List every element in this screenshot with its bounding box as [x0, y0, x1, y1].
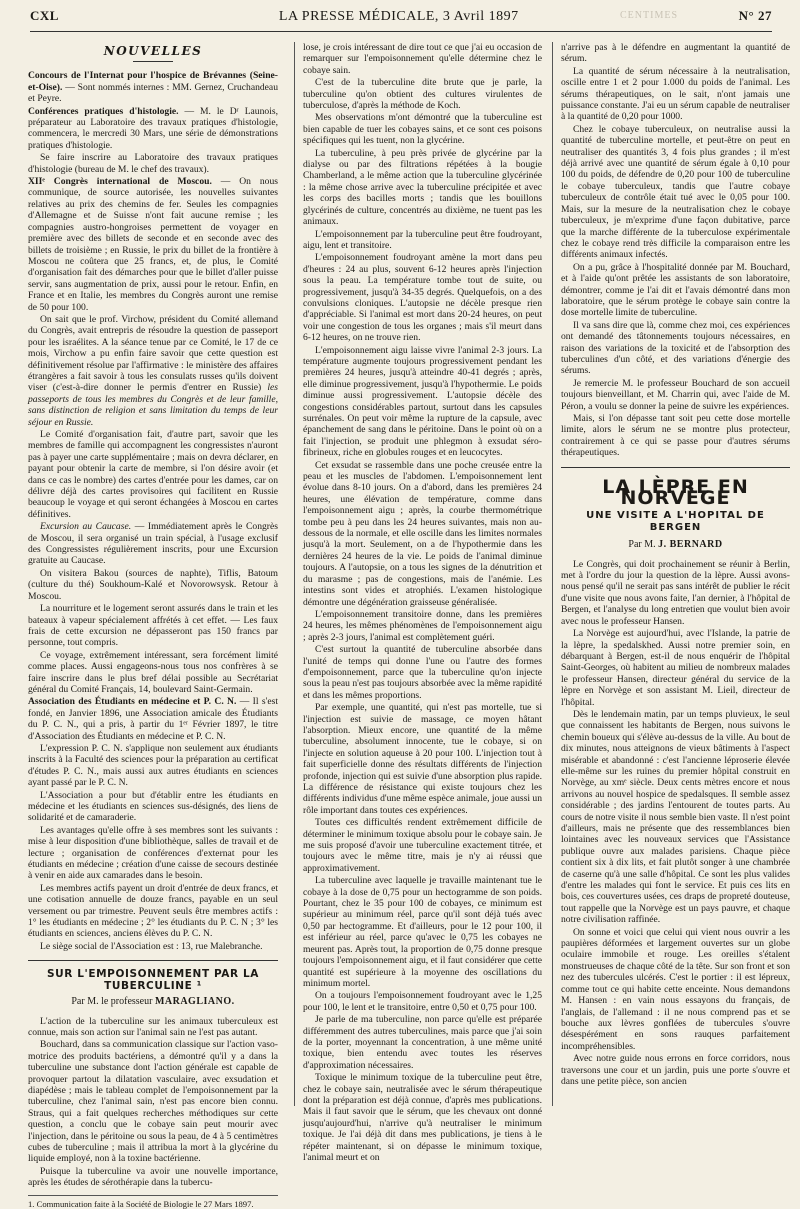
article-paragraph: On a toujours l'empoisonnement foudroyant avec le 1,25 pour 100, le lent et le transitoire, entre 0,50 et 0,75 pour 100.	[303, 990, 542, 1013]
article-paragraph: n'arrive pas à le défendre en augmentant la quantité de sérum.	[561, 42, 790, 65]
news-paragraph: Les membres actifs payent un droit d'entrée de deux francs, et une cotisation annuelle de douze francs, payable en un seul versement ou par trimestre. Peuvent seuls être membres actifs : 1° les étudiants en médecine ; 2° les étudiants du P. C. N ; 3° les étudiants en sciences, anciens élèves du P. C. N.	[28, 882, 278, 940]
article-paragraph: Dès le lendemain matin, par un temps pluvieux, le seul que connaissent les habitants de Bergen, nous suivons le chemin boueux qui s'élève au-dessus de la ville. Au bout de dix minutes, nous atteignons de vieux bâtiments à l'aspect misérable et abandonné : c'est l'ancienne léproserie élevée elle-même sur les ruines du premier hôpital construit en Norvège, au xmᵉ siècle. Deux cents mètres encore et nous arrivons au nouvel hospice de spedalsques. Il semble assez considérable ; des jardins l'entourent de toutes parts. Au cours de notre visite il nous semble bien vaste. Il n'est point d'ailleurs, mais ne présente que des ressemblances bien lointaines avec les nouveaux services que l'Assistance publique ouvre aux malades parisiens. Chaque pièce contient six à dix lits, et fait plutôt songer à une chambrée de caserne qu'à une salle d'hôpital. Ce sont les plus valides d'entre les malades qui font le service. Et puis ces lits en bois, ces couvertures usées, ces draps de propreté douteuse, tout rappelle que la Norvège est un pays pauvre, et chaque notre civilisation raffinée.	[561, 708, 790, 926]
article-paragraph: Le Congrès, qui doit prochainement se réunir à Berlin, met à l'ordre du jour la question de la lèpre. Aussi avons-nous pensé qu'il ne serait pas sans intérêt de publier le récit d'une visite que nous avons faite, l'an dernier, à l'hôpital de Bergen, et l'analyse du long entretien que voulut bien avoir avec nous le professeur Hansen.	[561, 558, 790, 627]
article-byline	[561, 539, 790, 550]
news-paragraph: On visitera Bakou (sources de naphte), Tiflis, Batoum (culture du thé) Soukhoum-Kalé et Novorowsysk. Retour à Moscou.	[28, 567, 278, 602]
article-paragraph: L'empoisonnement aigu laisse vivre l'animal 2-3 jours. La température augmente toujours progressivement pendant les premières 24 heures, jusqu'à atteindre 40-41 degrés ; après, elle diminue progressivement, jusqu'à l'hypothermie. Le poids diminue aussi progressivement. L'autopsie décèle des congestions considérables partout, surtout dans les capsules surrénales. On peut voir même la rupture de la capsule, avec épanchement de sang dans le péritoine. Dans le point où on a fait l'injection, se produit une phlegmon à exsudat séro-fibrineux, riche en globules rouges et en leucocytes.	[303, 344, 542, 459]
article-paragraph: Mes observations m'ont démontré que la tuberculine est bien capable de tuer les cobayes sains, et ce sont ces poisons spécifiques qui les tuent, non la glycérine.	[303, 112, 542, 147]
byline-prefix: Par M. le professeur	[71, 996, 155, 1008]
byline-prefix: Par M.	[628, 539, 659, 551]
news-paragraph: Le siège social de l'Association est : 13, rue Malebranche.	[40, 940, 263, 952]
article-paragraph: L'empoisonnement par la tuberculine peut être foudroyant, aigu, lent et transitoire.	[303, 228, 542, 251]
news-subtitle: Excursion au Caucase.	[40, 521, 132, 533]
news-paragraph	[28, 521, 278, 567]
section-title-nouvelles: NOUVELLES	[28, 46, 278, 62]
article-paragraph: Avec notre guide nous errons en force corridors, nous traversons une cour et un jardin, puis une porte s'ouvre et dans une petite pièce, son ancien	[561, 1053, 790, 1087]
section-divider	[561, 467, 790, 468]
article-subtitle: UNE VISITE A L'HOPITAL DE BERGEN	[586, 510, 765, 533]
article-paragraph: On sonne et voici que celui qui vient nous ouvrir a les paupières déformées et largement ouvertes sur un globe oculaire immobile et rouge. Les oreilles s'étalent monstrueuses de chaque côté de la tête. Sur son front et son nez des tubercules ulcérés. C'est le portier : il est lépreux, comme tout ce qui habite cette enceinte. Nous demandons M. Hansen : en vain nous essayons du français, de l'anglais, de l'allemand : il ne nous comprend pas et se bouche aux lèvres gonflées de tubercules s'ouvre désespérément en sons rauques parfaitement incompréhensibles.	[561, 926, 790, 1052]
article-paragraph: La quantité de sérum nécessaire à la neutralisation, oscille entre 1 et 2 pour 1.000 du poids de l'animal. Les sérums thérapeutiques, on le sait, n'ont jamais une puissance constante. J'ai eu un sérum capable de neutraliser à la quantité de 0,20 pour 1000.	[561, 65, 790, 123]
page-number: CXL	[30, 8, 59, 23]
article-paragraph: Par exemple, une quantité, qui n'est pas mortelle, tue si l'injection est suivie de massage, ce moyen hâtant l'absorption. Mieux encore, une quantité de la même tuberculine, absolument innocente, tue le cobaye, si on l'injecte en solution aqueuse à 20 pour 100. L'injection tout à fait superficielle donne des résultats différents de l'injection profonde, injection qui est suivie d'une absorption plus rapide. La différence de résistance qui existe toujours chez les différents individus d'une même espèce animale, joue aussi un rôle important dans toutes ces expériences.	[303, 702, 542, 816]
news-paragraph: L'Association a pour but d'établir entre les étudiants en médecine et les étudiants en sciences sus-désignés, des liens de solidarité et de camaraderie.	[28, 789, 278, 824]
article-paragraph: Puisque la tuberculine va avoir une nouvelle importance, après les études de sérothérapie dans la tubercu-	[28, 1165, 278, 1189]
article-paragraph: On a pu, grâce à l'hospitalité donnée par M. Bouchard, et à l'aide qu'ont prêtée les assistants de son laboratoire, démontrer, comme je l'ai dit et l'avais démontré dans mon laboratoire, que le sérum protège le cobaye sain contre la dose mortelle limite de tuberculine.	[561, 261, 790, 319]
journal-title: LA PRESSE MÉDICALE, 3 Avril 1897	[278, 9, 519, 24]
article-paragraph: La tuberculine, à peu près privée de glycérine par la dialyse ou par des filtrations répétées à la bougie Chamberland, a le même action que la tuberculine glycérinée : la même chose arrive avec la tuberculine précipitée et avec les corps des bacilles morts ; tandis que les bouillons glycérinés de culture, concentrés au dixième, ne tuent pas les animaux.	[303, 147, 542, 228]
news-text-italic: les passeports de tous les membres du Congrès et de leur famille, sans distinction de religion et sans limitation du temps de leur séjour en Russie.	[28, 382, 279, 428]
article-paragraph: L'empoisonnement foudroyant amène la mort dans peu d'heures : 24 au plus, souvent 6-12 heures après l'injection sous la peau. La température tombe tout de suite, ou progressivement, jusqu'à 34-35 degrés. Quelquefois, on a des convulsions cloniques. L'autopsie ne décèle presque rien d'appréciable. Si l'animal est mort dans 20-24 heures, on peut voir une congestion de tous les organes ; mais s'il meurt dans 6-12 heures, on ne trouve rien.	[303, 252, 542, 344]
news-title: Conférences pratiques d'histologie.	[28, 105, 179, 117]
footnote: 1. Communication faite à la Société de Biologie le 27 Mars 1897.	[28, 1195, 278, 1209]
news-text: — M. le Dʳ Launois, préparateur au Laboratoire des travaux pratiques d'histologie, commencera, le mercredi 30 Mars, une série de démonstrations pratiques d'histologie.	[28, 105, 278, 151]
column-left	[28, 42, 279, 1209]
article-paragraph: Cet exsudat se rassemble dans une poche creusée entre la peau et les muscles de l'abdomen. L'empoisonnement lent évolue dans 8-10 jours. On a d'abord, dans les premières 24 heures, une élévation de température, comme dans l'empoisonnement aigu ; après, la courbe thermométrique tombe peu à peu dans les 24 heures suivantes, mais non au-dessous de la normale, et elle oscille dans les limites normales jusqu'à la mort. Seulement, on a de l'hypothermie dans les dernières 24 heures de la vie. Le poids de l'animal diminue toujours. A l'autopsie, on a tous les signes de la dénutrition et du marasme ; pas de congestions, mais de l'anémie. Les intestins sont vides et atrophiés. L'examen histologique démontre une dégénération graisseuse généralisée.	[303, 459, 542, 608]
article-paragraph: Toxique le minimum toxique de la tuberculine peut être, chez le cobaye sain, neutralisée avec le sérum thérapeutique dont la préparation est déjà connue, d'après mes publications. Mais il faut savoir que le sérum, que les chevaux ont donné jusqu'aujourd'hui, n'arrive qu'à neutraliser le minimum toxique. Je l'ai déjà dit dans mes publications, je tiens à le répéter maintenant, si on dépasse le minimum toxique, l'animal meurt et on	[303, 1072, 542, 1163]
article-title-tuberculine: SUR L'EMPOISONNEMENT PAR LA TUBERCULINE ¹	[47, 968, 259, 992]
article-paragraph: Toutes ces difficultés rendent extrêmement difficile de déterminer le minimum toxique absolu pour le cobaye sain. Je me suis proposé d'avoir une tuberculine exactement titrée, et toujours avec le même titre, mais je n'y ai réussi que approximativement.	[303, 817, 542, 874]
article-paragraph: La Norvège est aujourd'hui, avec l'Islande, la patrie de la lèpre, la spedalskhed. Aussi notre premier soin, en débarquant à Bergen, est-il de nous enquérir de l'hôpital Saint-Georges, où habitent au milieu de nombreux malades le professeur Hansen, directeur général du service de la lèpre en Norvège et son assistant M. Lieil, directeur de l'hôpital.	[561, 628, 790, 708]
article-paragraph: La tuberculine avec laquelle je travaille maintenant tue le cobaye à la dose de 0,75 pour un hectogramme de son poids. Pourtant, chez le 35 pour 100 de cobayes, ce minimum est supérieur au minimum réel, parce qu'il sont déjà tués avec 0,50 par hectogramme. Et d'ailleurs, pour le 12 pour 100, il est inférieur au réel, parce qu'avec le 0,75 les cobayes ne meurent pas. Après tout, la proportion de 0,75 donne presque toujours l'empoisonnement aigu, et il faut considérer que cette quantité est supérieure à la moyenne des oscillations du minimum mortel.	[303, 875, 542, 989]
news-paragraph: Ce voyage, extrêmement intéressant, sera forcément limité comme places. Aussi engageons-nous tous nos confrères à se faire inscrire dans le plus bref délai possible au Secrétariat général du Comité Français, 14, boulevard Saint-Germain.	[28, 649, 278, 695]
news-paragraph: L'expression P. C. N. s'applique non seulement aux étudiants inscrits à la Faculté des sciences pour la préparation au certificat d'études P. C. N., mais aussi aux autres étudiants en sciences ayant passé par le P. C. N.	[28, 742, 278, 789]
bleed-through-text: CENTIMES	[620, 10, 678, 21]
article-paragraph: L'action de la tuberculine sur les animaux tuberculeux est connue, mais son action sur l'animal sain ne l'est pas autant.	[28, 1015, 278, 1038]
article-paragraph: Mais, si l'on dépasse tant soit peu cette dose mortelle limite, alors le sérum ne se montre plus protecteur, contrairement à ce qui se passe pour d'autres sérums thérapeutiques.	[561, 413, 790, 459]
column-middle	[294, 42, 542, 1163]
news-text: — On nous communique, de source autorisée, les nouvelles suivantes relatives au prix des chemins de fer. Seules les compagnies d'Allemagne et de Suisse n'ont fait aucune remise ; les compagnies austro-hongroises permettent de voyager en première avec des billets de seconde et en seconde avec des billets de troisième ; en Russie, le prix du billet de la frontière à Moscou ne coûtera que 25 francs, et, de plus, le Comité d'organisation fait des démarches pour que le billet d'aller puisse servir, sans augmentation de prix, aussi pour le retour. Enfin, en France et en Italie, les membres du Congrès auront une remise de 50 pour 100.	[28, 176, 278, 313]
news-text: On sait que le prof. Virchow, président du Comité allemand du Congrès, avait entrepris de résoudre la question de passeport pour les israélites. A la séance tenue par ce Comité, le 17 de ce mois, Virchow a pu enfin faire savoir que cette question est définitivement résolue par l'affirmative : le ministère des affaires étrangères a fait savoir à tous les consulats russes qu'ils doivent viser (c'est-à-dire donner le permis d'entrer en Russie)	[28, 313, 278, 394]
news-paragraph: Les avantages qu'elle offre à ses membres sont les suivants : mise à leur disposition d'une bibliothèque, salles de travail et de lecture ; organisation de conférences d'externat pour les étudiants en médecine ; création d'une caisse de secours destinée à venir en aide aux camarades dans le besoin.	[28, 824, 278, 882]
news-paragraph	[28, 314, 278, 428]
article-paragraph: C'est de la tuberculine dite brute que je parle, la tuberculine qu'on obtient des cultures virulentes de tuberculose, d'après la méthode de Koch.	[303, 77, 542, 112]
news-text: — Il s'est fondé, en Janvier 1896, une Association amicale des Étudiants du P. C. N., qui a pris, à partir du 1ᵉʳ Février 1897, le titre d'Association des Étudiants en médecine et P. C. N.	[28, 696, 278, 742]
article-paragraph: Bouchard, dans sa communication classique sur l'action vaso-motrice des produits bactériens, a démontré qu'il y a dans la tuberculine une substance dont l'action générale est capable de provoquer partout la dilatation vasculaire, avec exsudation et diapédèse ; mais le tableau complet de l'empoisonnement par la tuberculine, chez l'animal sain, n'est pas encore bien connu. Straus, qui a fait quelques recherches méthodiques sur cette question, a conclu que le cobaye sain peut mourir avec l'injection, dans le péritoine ou sous la peau, de 4 à 5 centimètres cubes de tuberculine ; mais il attribua la mort à la glycérine du liquide employé, non à la toxine bactérienne.	[28, 1039, 278, 1165]
column-right	[552, 42, 790, 1106]
article-paragraph: Je remercie M. le professeur Bouchard de son accueil toujours bienveillant, et M. Charrin qui, avec l'aide de M. Péron, a voulu se donner la peine de suivre les expériences.	[561, 377, 790, 412]
news-item-congres	[28, 176, 278, 313]
news-paragraph: Le Comité d'organisation fait, d'autre part, savoir que les membres de famille qui accompagnent les congressistes n'auront pas à payer une carte supplémentaire ; mais on devra déclarer, en payant pour obtenir la carte de membre, si l'on désire avoir (et dans ce cas le nombre) des cartes d'entrée pour les dames, car on délivre déjà des cartes provisoires qui facilitent en Russie beaucoup le voyage et qui seront échangées à Moscou en cartes définitives.	[28, 429, 278, 520]
news-text: — Immédiatement après le Congrès de Moscou, il sera organisé un train spécial, à l'usage exclusif des Congressistes régulièrement inscrits, pour une Excursion gratuite au Caucase.	[28, 521, 278, 567]
article-paragraph: L'empoisonnement transitoire donne, dans les premières 24 heures, les mêmes phénomènes de l'empoisonnement aigu ; après 2-3 jours, l'animal est complètement guéri.	[303, 608, 542, 643]
section-divider	[28, 960, 278, 961]
news-item-association	[28, 696, 278, 742]
article-paragraph: lose, je crois intéressant de dire tout ce que j'ai eu occasion de remarquer sur l'empoisonnement qu'elle détermine chez le cobaye sain.	[303, 42, 542, 76]
article-author: J. BERNARD	[658, 539, 723, 551]
news-item-conferences	[28, 106, 278, 152]
article-byline	[28, 996, 278, 1007]
news-text: — Sont nommés internes : MM. Gernez, Cruchandeau et Peyre.	[28, 81, 278, 105]
article-paragraph: Je parle de ma tuberculine, non parce qu'elle est préparée différemment des autres tuberculines, mais parce que j'ai soin de la porter, moyennant la concentration, à une même unité toxique, bien entendu avec toutes les réserves d'approximation nécessaires.	[303, 1014, 542, 1071]
article-paragraph: C'est surtout la quantité de tuberculine absorbée dans l'unité de temps qui donne l'une ou l'autre des formes d'empoisonnement, parce que la tuberculine qu'on injecte sous la peau n'est pas toujours absorbée avec la même rapidité et dans les mêmes proportions.	[303, 644, 542, 701]
article-author: MARAGLIANO.	[154, 996, 235, 1008]
news-item-concours	[28, 70, 278, 104]
news-title: XIIᵉ Congrès international de Moscou.	[28, 176, 212, 188]
running-head	[30, 8, 772, 32]
article-title-lepre: LA LÈPRE EN NORVÈGE	[602, 475, 749, 510]
news-title: Concours de l'Internat pour l'hospice de Brévannes (Seine-et-Oise).	[28, 70, 278, 93]
article-paragraph: Chez le cobaye tuberculeux, on neutralise aussi la quantité de tuberculine mortelle, et peut-être on peut en neutraliser des quantités 3, 4 fois plus grandes ; il m'est déjà arrivé avec une quantité de sérum égale à 0,10 pour 100 du poids, de défendre de 0,20 pour 100 de tuberculine le cobaye tuberculeux, tandis que l'autre cobaye tuberculeux de contrôle était tué avec le 0,05 pour 100. Mais, sur la mesure de la neutralisation chez le cobaye tuberculeux, je m'exprime d'une façon dubitative, parce que la marche différente de la tuberculose expérimentale chez le cobaye rend très difficile la comparaison entre les différents animaux infectés.	[561, 123, 790, 261]
article-paragraph: Il va sans dire que là, comme chez moi, ces expériences ont demandé des tâtonnements toujours nécessaires, en raison des variations de la toxicité et de l'absorption des tuberculines d'un côté, et des variations d'énergie des sérums.	[561, 319, 790, 377]
news-paragraph: Se faire inscrire au Laboratoire des travaux pratiques d'histologie (bureau de M. le chef des travaux).	[28, 152, 278, 175]
issue-number: N° 27	[738, 8, 772, 23]
news-paragraph: La nourriture et le logement seront assurés dans le train et les bateaux à vapeur spécialement affrétés à cet effet. — Les faux frais de cette excursion ne dépasseront pas 150 francs par personne, tout compris.	[28, 603, 278, 649]
news-title: Association des Étudiants en médecine et P. C. N.	[28, 696, 237, 708]
